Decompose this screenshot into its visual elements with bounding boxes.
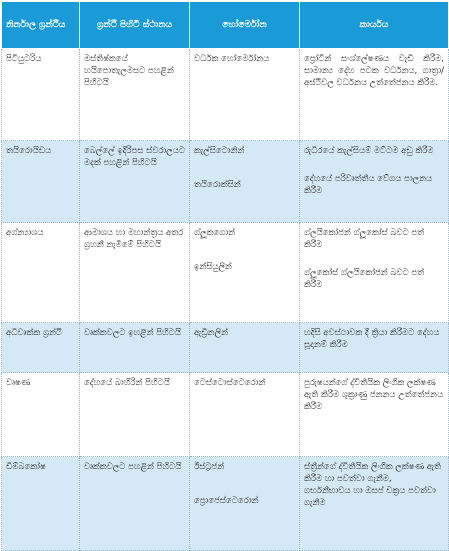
location-cell: වෘක්කවලට ඉහළින් පිහිටයි bbox=[80, 323, 190, 373]
gland-cell: ඩිම්බකෝෂ bbox=[2, 457, 80, 551]
location-cell: මස්තිෂ්කයේ හයිපොතැලමසට පහළින් පිහිටයි bbox=[80, 49, 190, 141]
function-text: ග්ලයිකෝජන් ග්ලූකෝස් බවට පත් කිරීම bbox=[304, 228, 425, 250]
function-text: රුධිරයේ කැල්සියම් මට්ටම අඩු කිරීම bbox=[304, 146, 434, 156]
gland-cell: අධිවෘක්ක ග්‍රන්ථි bbox=[2, 323, 80, 373]
hormone-cell bbox=[190, 141, 300, 223]
table-row bbox=[2, 49, 449, 141]
hormone-name: ප්‍රොජෙස්ටෙරොන් bbox=[194, 496, 259, 506]
hormone-name: තයිරොක්සින් bbox=[194, 180, 241, 190]
gland-cell: පිටියුටරිය bbox=[2, 49, 80, 141]
function-cell bbox=[300, 457, 449, 551]
function-cell bbox=[300, 373, 449, 457]
location-cell: දේහයේ බාහිරින් පිහිටයි bbox=[80, 373, 190, 457]
function-text: ස්ත්‍රීන්ගේ ද්විතීයික ලිංගික ලක්ෂණ ඇති කිරීම හා පවත්වා ගැනීම, bbox=[304, 462, 441, 484]
gland-cell: අග්න්‍යාශය bbox=[2, 223, 80, 323]
hormone-cell bbox=[190, 373, 300, 457]
hormone-name: ග්ලූකගොන් bbox=[194, 228, 236, 238]
function-text: හදිසි අවස්ථාවක දී ක්‍රියා කිරීමට දේහය සූදානම් කිරීම bbox=[304, 328, 440, 350]
hormone-cell bbox=[190, 49, 300, 141]
function-cell bbox=[300, 141, 449, 223]
header-hormone: හෝර්මෝන bbox=[190, 2, 300, 49]
header-function: කාර්යය bbox=[300, 2, 449, 49]
function-cell bbox=[300, 49, 449, 141]
location-cell: වෘක්කවලට පහළින් පිහිටයි bbox=[80, 457, 190, 551]
function-text: දේහයේ පරිවෘත්තීය වේගය පාලනය කිරීම bbox=[304, 174, 433, 196]
location-cell: ආමාශය හා මහාන්ත්‍රය අතර ග්‍රහනී නැමීමේ පිහිටයි bbox=[80, 223, 190, 323]
hormone-name: ඇඩ්‍රිනලින් bbox=[194, 328, 228, 338]
hormone-name: ඊස්ට්‍රජන් bbox=[194, 462, 225, 472]
hormone-cell bbox=[190, 323, 300, 373]
header-gland: නිර්නාල ග්‍රන්ථිය bbox=[2, 2, 80, 49]
endocrine-glands-table bbox=[1, 1, 449, 551]
hormone-cell bbox=[190, 457, 300, 551]
table-row bbox=[2, 223, 449, 323]
hormone-table-container bbox=[1, 1, 448, 551]
hormone-cell bbox=[190, 223, 300, 323]
table-row bbox=[2, 373, 449, 457]
table-row bbox=[2, 323, 449, 373]
table-row bbox=[2, 457, 449, 551]
function-cell bbox=[300, 223, 449, 323]
function-text: ගර්භනීභාවය හා ඔසප් චක්‍රය පවත්වා ගැනීම bbox=[304, 486, 436, 508]
table-row bbox=[2, 141, 449, 223]
location-cell: බෙල්ලේ ඉදිරිපස ස්වරාලයට මදක් පහළින් පිහිටයි bbox=[80, 141, 190, 223]
function-cell bbox=[300, 323, 449, 373]
header-location: ග්‍රන්ථි පිහිටි ස්ථානය bbox=[80, 2, 190, 49]
function-text: ප්‍රෝටීන් සංශ්ලේෂණය වැඩි කිරීම, සාමාන්‍ය දේහ පටක වර්ධනය, ගාත්‍රා/අස්ථිවල වර්ධනය උත්තේජනය කිරීම. bbox=[304, 54, 444, 88]
header-row bbox=[2, 2, 449, 49]
function-text: ග්ලූකෝස් ග්ලයිකෝජන් බවට පත් කිරීම bbox=[304, 268, 425, 290]
hormone-name: වර්ධක හෝර්මෝනය bbox=[194, 54, 270, 64]
hormone-name: ඉන්සියුලින් bbox=[194, 262, 232, 272]
gland-cell: තයිරොයිඩය bbox=[2, 141, 80, 223]
hormone-name: ටෙස්ටොස්ටෙරොන් bbox=[194, 378, 266, 388]
function-text: පුරුෂයන්ගේ ද්විතීයික ලිංගික ලක්ෂණ ඇති කිරීම ශුක්‍රාණු ජනනය උත්තේජනය කිරීම bbox=[304, 378, 444, 412]
gland-cell: වෘෂණ bbox=[2, 373, 80, 457]
hormone-name: කැල්සිටොනින් bbox=[194, 146, 245, 156]
